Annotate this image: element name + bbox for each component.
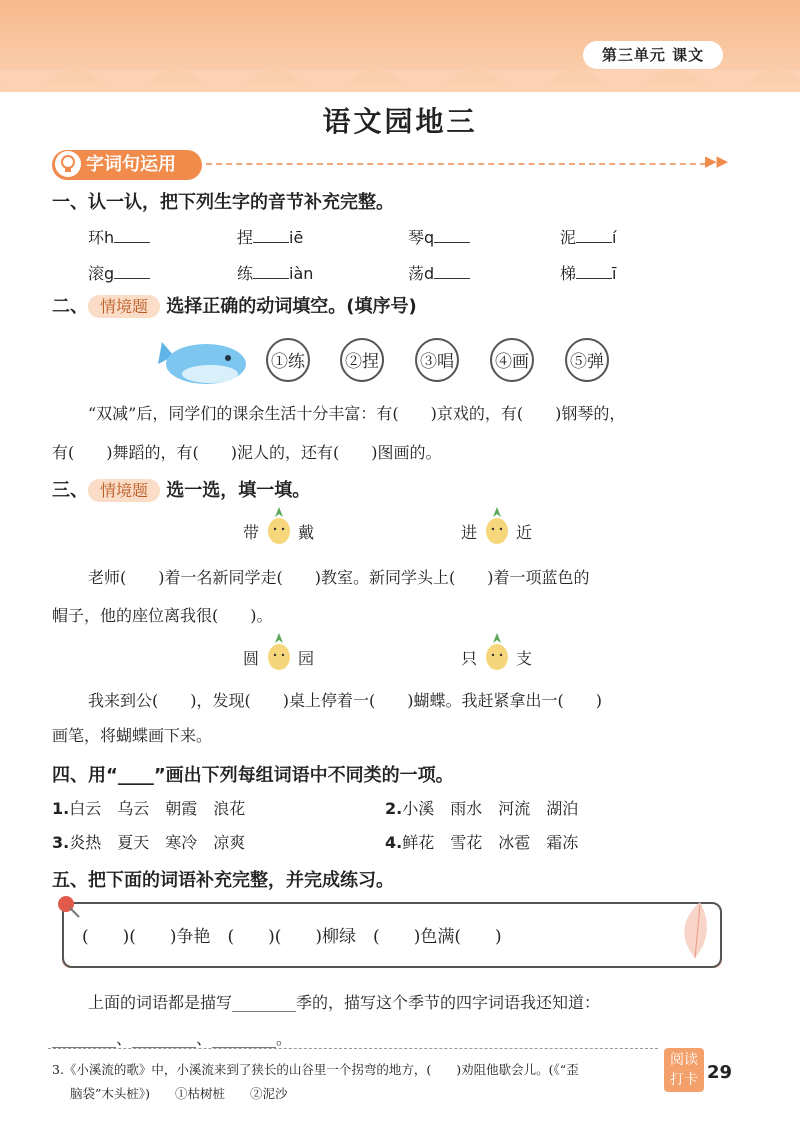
q2-badge: 情境题	[88, 295, 160, 318]
q2-option-circle: ④画	[490, 338, 534, 382]
q4-group-words: 小溪 雨水 河流 湖泊	[402, 799, 579, 818]
footer-divider	[48, 1048, 658, 1049]
q2-number: 二、	[52, 296, 88, 317]
q1-blank[interactable]	[576, 278, 612, 279]
q3-para1-line1: 老师( )着一名新同学走( )教室。新同学头上( )着一项蓝色的	[88, 568, 590, 587]
section-divider	[206, 163, 706, 165]
pair2-left: 进	[461, 523, 478, 542]
q3-badge: 情境题	[88, 479, 160, 502]
pair4-right: 支	[516, 649, 533, 668]
q1-final: í	[612, 228, 617, 247]
q1-item	[408, 225, 470, 248]
q3-para1-line2: 帽子，他的座位离我很( )。	[52, 606, 273, 625]
q1-item	[88, 261, 150, 284]
section-pill: 字词句运用	[52, 150, 202, 180]
q1-item	[560, 261, 616, 284]
q1-char: 泥	[560, 228, 577, 247]
q4-group-number: 3.	[52, 833, 70, 852]
q1-initial: d	[424, 264, 435, 283]
q1-char: 环	[88, 228, 105, 247]
q5-heading: 五、把下面的词语补充完整，并完成练习。	[52, 870, 394, 891]
q4-group-words: 鲜花 雪花 冰雹 霜冻	[402, 833, 579, 852]
q1-item	[88, 225, 150, 248]
q3-para2-line1: 我来到公( )，发现( )桌上停着一( )蝴蝶。我赶紧拿出一( )	[88, 691, 602, 710]
pineapple-icon	[484, 633, 510, 671]
page-title: 语文园地三	[322, 105, 478, 138]
frame-text: ( )( )争艳 ( )( )柳绿 ( )色满( )	[82, 927, 502, 947]
read-checkin-badge: 阅读打卡	[664, 1048, 704, 1092]
q1-blank[interactable]	[253, 278, 289, 279]
footer-line1: 3.《小溪流的歌》中，小溪流来到了狭长的山谷里一个拐弯的地方，( )劝阻他歇会儿。(《“歪	[52, 1062, 579, 1077]
q1-char: 荡	[408, 264, 425, 283]
q2-option-circle: ⑤弹	[565, 338, 609, 382]
q3-heading: 选一选，填一填。	[166, 480, 311, 501]
double-arrow-icon: ▶▶	[705, 152, 729, 170]
q1-char: 滚	[88, 264, 105, 283]
q3-number: 三、	[52, 480, 88, 501]
q4-group	[52, 796, 245, 819]
pair3-left: 圆	[243, 649, 260, 668]
q1-heading: 一、认一认，把下列生字的音节补充完整。	[52, 192, 394, 213]
q5-line2: ________、________、________。	[52, 1029, 293, 1048]
q4-group-words: 白云 乌云 朝霞 浪花	[69, 799, 246, 818]
pair2-right: 近	[516, 523, 533, 542]
q1-blank[interactable]	[576, 242, 612, 243]
q1-final: iàn	[289, 264, 314, 283]
q3-heading-row	[52, 476, 310, 502]
q1-final: iē	[289, 228, 304, 247]
pair3-right: 园	[298, 649, 315, 668]
q4-group-number: 2.	[385, 799, 403, 818]
q2-heading: 选择正确的动词填空。(填序号)	[166, 296, 417, 317]
lightbulb-icon	[55, 151, 81, 177]
pushpin-icon	[54, 892, 82, 920]
q2-option-circle: ③唱	[415, 338, 459, 382]
q3-para2-line2: 画笔，将蝴蝶画下来。	[52, 726, 213, 745]
q1-item	[560, 225, 616, 248]
q4-group-number: 4.	[385, 833, 403, 852]
q2-option-circle: ①练	[266, 338, 310, 382]
q1-char: 琴	[408, 228, 425, 247]
q2-option-circle: ②捏	[340, 338, 384, 382]
q1-char: 梯	[560, 264, 577, 283]
q1-blank[interactable]	[434, 278, 470, 279]
q1-char: 练	[237, 264, 254, 283]
q2-line1: “双减”后，同学们的课余生活十分丰富：有( )京戏的，有( )钢琴的，	[88, 404, 626, 423]
pair1-left: 带	[243, 523, 260, 542]
q1-item	[237, 261, 313, 284]
q1-initial: g	[104, 264, 115, 283]
q1-item	[408, 261, 470, 284]
leaf-decoration-icon	[670, 900, 720, 960]
q1-char: 捏	[237, 228, 254, 247]
q4-group	[52, 830, 245, 853]
q4-group	[385, 796, 578, 819]
q1-blank[interactable]	[114, 242, 150, 243]
q5-line1: 上面的词语都是描写________季的，描写这个季节的四字词语我还知道：	[88, 993, 601, 1012]
q4-group-words: 炎热 夏天 寒冷 凉爽	[69, 833, 246, 852]
q1-initial: q	[424, 228, 435, 247]
q1-blank[interactable]	[114, 278, 150, 279]
pair1-right: 戴	[298, 523, 315, 542]
q1-initial: h	[104, 228, 115, 247]
q1-item	[237, 225, 303, 248]
q1-blank[interactable]	[434, 242, 470, 243]
whale-icon	[154, 330, 250, 386]
unit-tag: 第三单元 课文	[583, 41, 723, 69]
q4-group-number: 1.	[52, 799, 70, 818]
footer-line2: 脑袋”木头桩》) ①枯树桩 ②泥沙	[70, 1086, 288, 1101]
pair4-left: 只	[461, 649, 478, 668]
q2-line2: 有( )舞蹈的，有( )泥人的，还有( )图画的。	[52, 443, 442, 462]
q1-final: ī	[612, 264, 617, 283]
pineapple-icon	[484, 507, 510, 545]
pineapple-icon	[266, 633, 292, 671]
q4-group	[385, 830, 578, 853]
q4-heading: 四、用“____”画出下列每组词语中不同类的一项。	[52, 765, 454, 786]
pineapple-icon	[266, 507, 292, 545]
q2-heading-row	[52, 292, 417, 318]
page-number: 29	[707, 1062, 733, 1083]
q1-blank[interactable]	[253, 242, 289, 243]
